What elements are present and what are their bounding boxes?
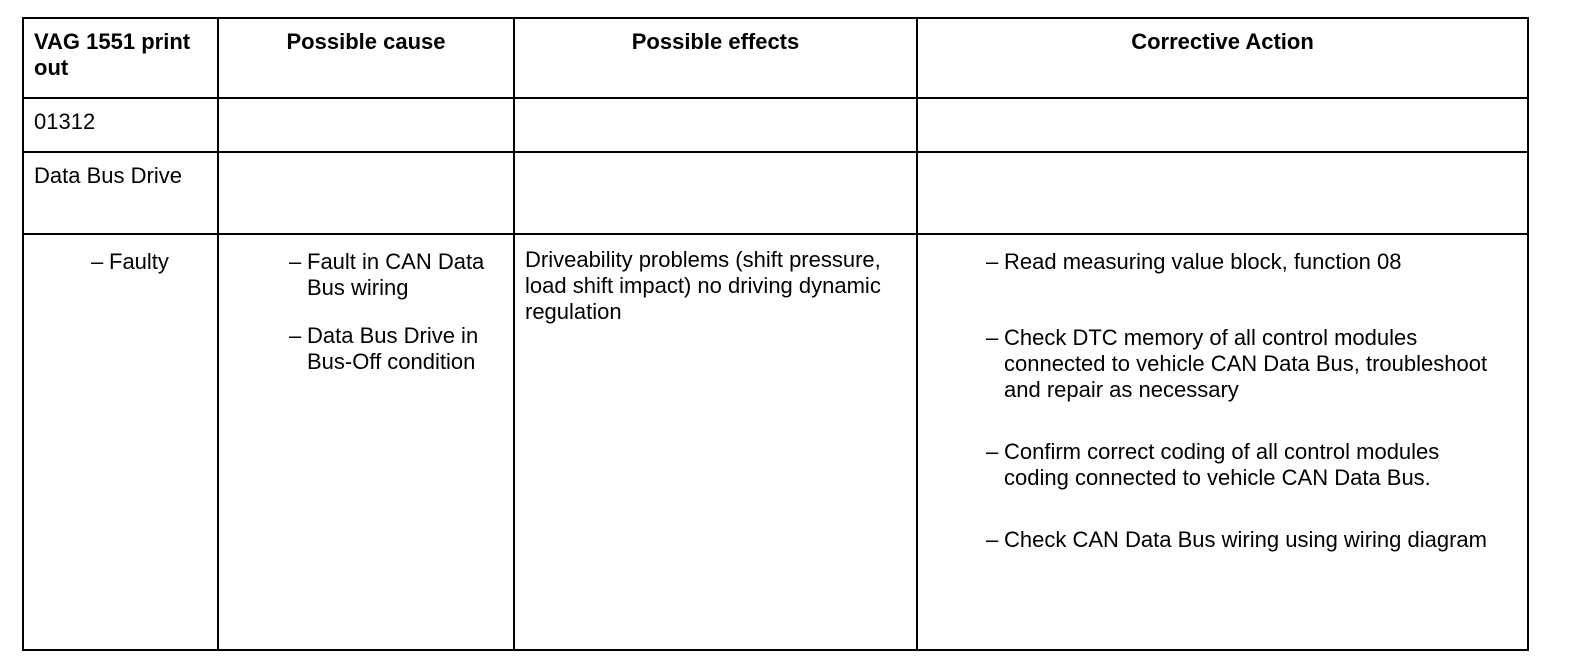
header-row <box>23 18 1528 98</box>
actions-cell <box>917 234 1528 650</box>
action-text: Confirm correct coding of all control modules coding connected to vehicle CAN Data Bus. <box>1004 439 1440 490</box>
header-print-out: VAG 1551 print out <box>23 18 218 98</box>
cause-text: Data Bus Drive in Bus-Off condition <box>307 323 479 374</box>
dash-icon: – <box>289 323 302 348</box>
dash-icon: – <box>91 249 104 274</box>
list-item <box>986 325 1507 403</box>
empty-cell <box>218 152 514 234</box>
action-text: Check CAN Data Bus wiring using wiring diagram <box>1004 527 1487 552</box>
diagnostic-table <box>22 17 1529 651</box>
condition-item <box>91 249 217 275</box>
action-text: Read measuring value block, function 08 <box>1004 249 1402 274</box>
dash-icon: – <box>986 249 999 274</box>
header-possible-effects: Possible effects <box>514 18 917 98</box>
header-possible-cause: Possible cause <box>218 18 514 98</box>
list-item <box>986 249 1507 275</box>
dash-icon: – <box>289 249 302 274</box>
action-text: Check DTC memory of all control modules connected to vehicle CAN Data Bus, troubleshoot and repair as necessary <box>1004 325 1488 402</box>
list-item <box>986 527 1507 553</box>
cause-text: Fault in CAN Data Bus wiring <box>307 249 485 300</box>
empty-cell <box>514 98 917 152</box>
table-row-dtc-code <box>23 98 1528 152</box>
effects-cell <box>514 234 917 650</box>
list-item <box>289 249 513 301</box>
dtc-code: 01312 <box>23 98 218 152</box>
condition-text: Faulty <box>109 249 169 274</box>
causes-cell <box>218 234 514 650</box>
empty-cell <box>514 152 917 234</box>
list-item <box>986 439 1507 491</box>
dash-icon: – <box>986 325 999 350</box>
condition-cell <box>23 234 218 650</box>
empty-cell <box>917 98 1528 152</box>
table-row-faulty <box>23 234 1528 650</box>
list-item <box>289 323 513 375</box>
actions-list <box>918 235 1527 553</box>
causes-list <box>219 235 513 375</box>
table-row-dtc-name <box>23 152 1528 234</box>
dash-icon: – <box>986 527 999 552</box>
effects-text: Driveability problems (shift pressure, load shift impact) no driving dynamic regulation <box>525 247 881 324</box>
dash-icon: – <box>986 439 999 464</box>
empty-cell <box>218 98 514 152</box>
empty-cell <box>917 152 1528 234</box>
dtc-name: Data Bus Drive <box>23 152 218 234</box>
header-corrective-action: Corrective Action <box>917 18 1528 98</box>
